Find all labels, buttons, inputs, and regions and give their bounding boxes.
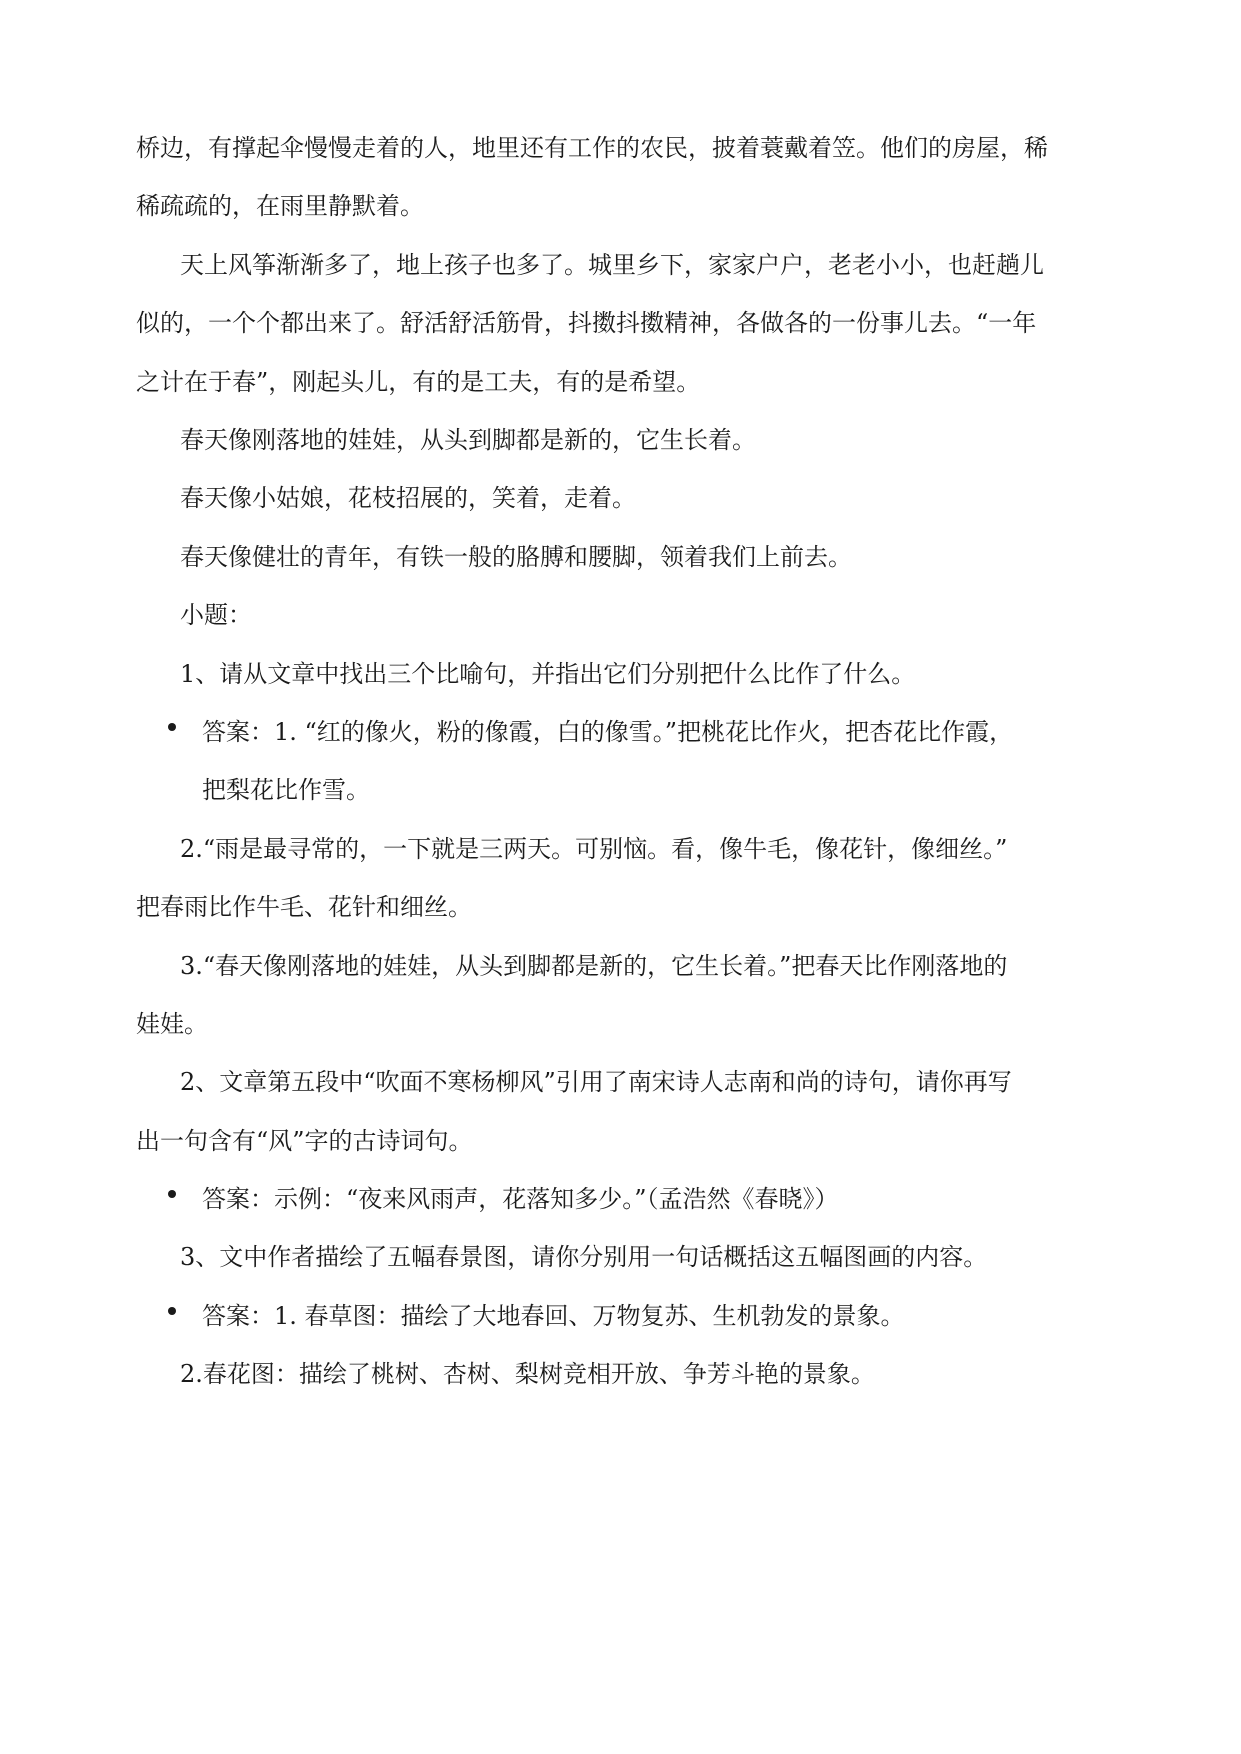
answer-1-item-3-line-1: 3.“春天像刚落地的娃娃，从头到脚都是新的，它生长着。”把春天比作刚落地的 (180, 952, 1008, 980)
answer-1-line-1: 答案：1. “红的像火，粉的像霞，白的像雪。”把桃花比作火，把杏花比作霞， (202, 718, 1014, 746)
answer-1-item-2-line-1: 2.“雨是最寻常的，一下就是三两天。可别恼。看，像牛毛，像花针，像细丝。” (180, 835, 1008, 863)
question-1: 1、请从文章中找出三个比喻句，并指出它们分别把什么比作了什么。 (180, 660, 916, 688)
answer-3-item-2: 2.春花图：描绘了桃树、杏树、梨树竞相开放、争芳斗艳的景象。 (180, 1360, 875, 1388)
bullet-icon (168, 1307, 176, 1315)
paragraph-1-line-1: 桥边，有撑起伞慢慢走着的人，地里还有工作的农民，披着蓑戴着笠。他们的房屋，稀 (136, 134, 1048, 162)
answer-1-line-2: 把梨花比作雪。 (202, 776, 370, 804)
paragraph-1-line-2: 稀疏疏的，在雨里静默着。 (136, 192, 424, 220)
bullet-icon (168, 723, 176, 731)
answer-1-item-3-line-2: 娃娃。 (136, 1010, 208, 1038)
question-2-line-1: 2、文章第五段中“吹面不寒杨柳风”引用了南宋诗人志南和尚的诗句，请你再写 (180, 1068, 1012, 1096)
subquestions-heading: 小题： (180, 601, 252, 629)
bullet-icon (168, 1190, 176, 1198)
paragraph-2-line-3: 之计在于春”，刚起头儿，有的是工夫，有的是希望。 (136, 368, 701, 396)
paragraph-3: 春天像刚落地的娃娃，从头到脚都是新的，它生长着。 (180, 426, 756, 454)
answer-1-item-2-line-2: 把春雨比作牛毛、花针和细丝。 (136, 893, 472, 921)
paragraph-2-line-2: 似的，一个个都出来了。舒活舒活筋骨，抖擞抖擞精神，各做各的一份事儿去。“一年 (136, 309, 1037, 337)
paragraph-2-line-1: 天上风筝渐渐多了，地上孩子也多了。城里乡下，家家户户，老老小小，也赶趟儿 (180, 251, 1044, 279)
answer-2: 答案：示例：“夜来风雨声，花落知多少。”（孟浩然《春晓》） (202, 1185, 839, 1213)
paragraph-5: 春天像健壮的青年，有铁一般的胳膊和腰脚，领着我们上前去。 (180, 543, 852, 571)
answer-3-line-1: 答案：1. 春草图：描绘了大地春回、万物复苏、生机勃发的景象。 (202, 1302, 905, 1330)
question-3: 3、文中作者描绘了五幅春景图，请你分别用一句话概括这五幅图画的内容。 (180, 1243, 988, 1271)
question-2-line-2: 出一句含有“风”字的古诗词句。 (136, 1127, 473, 1155)
paragraph-4: 春天像小姑娘，花枝招展的，笑着，走着。 (180, 484, 636, 512)
